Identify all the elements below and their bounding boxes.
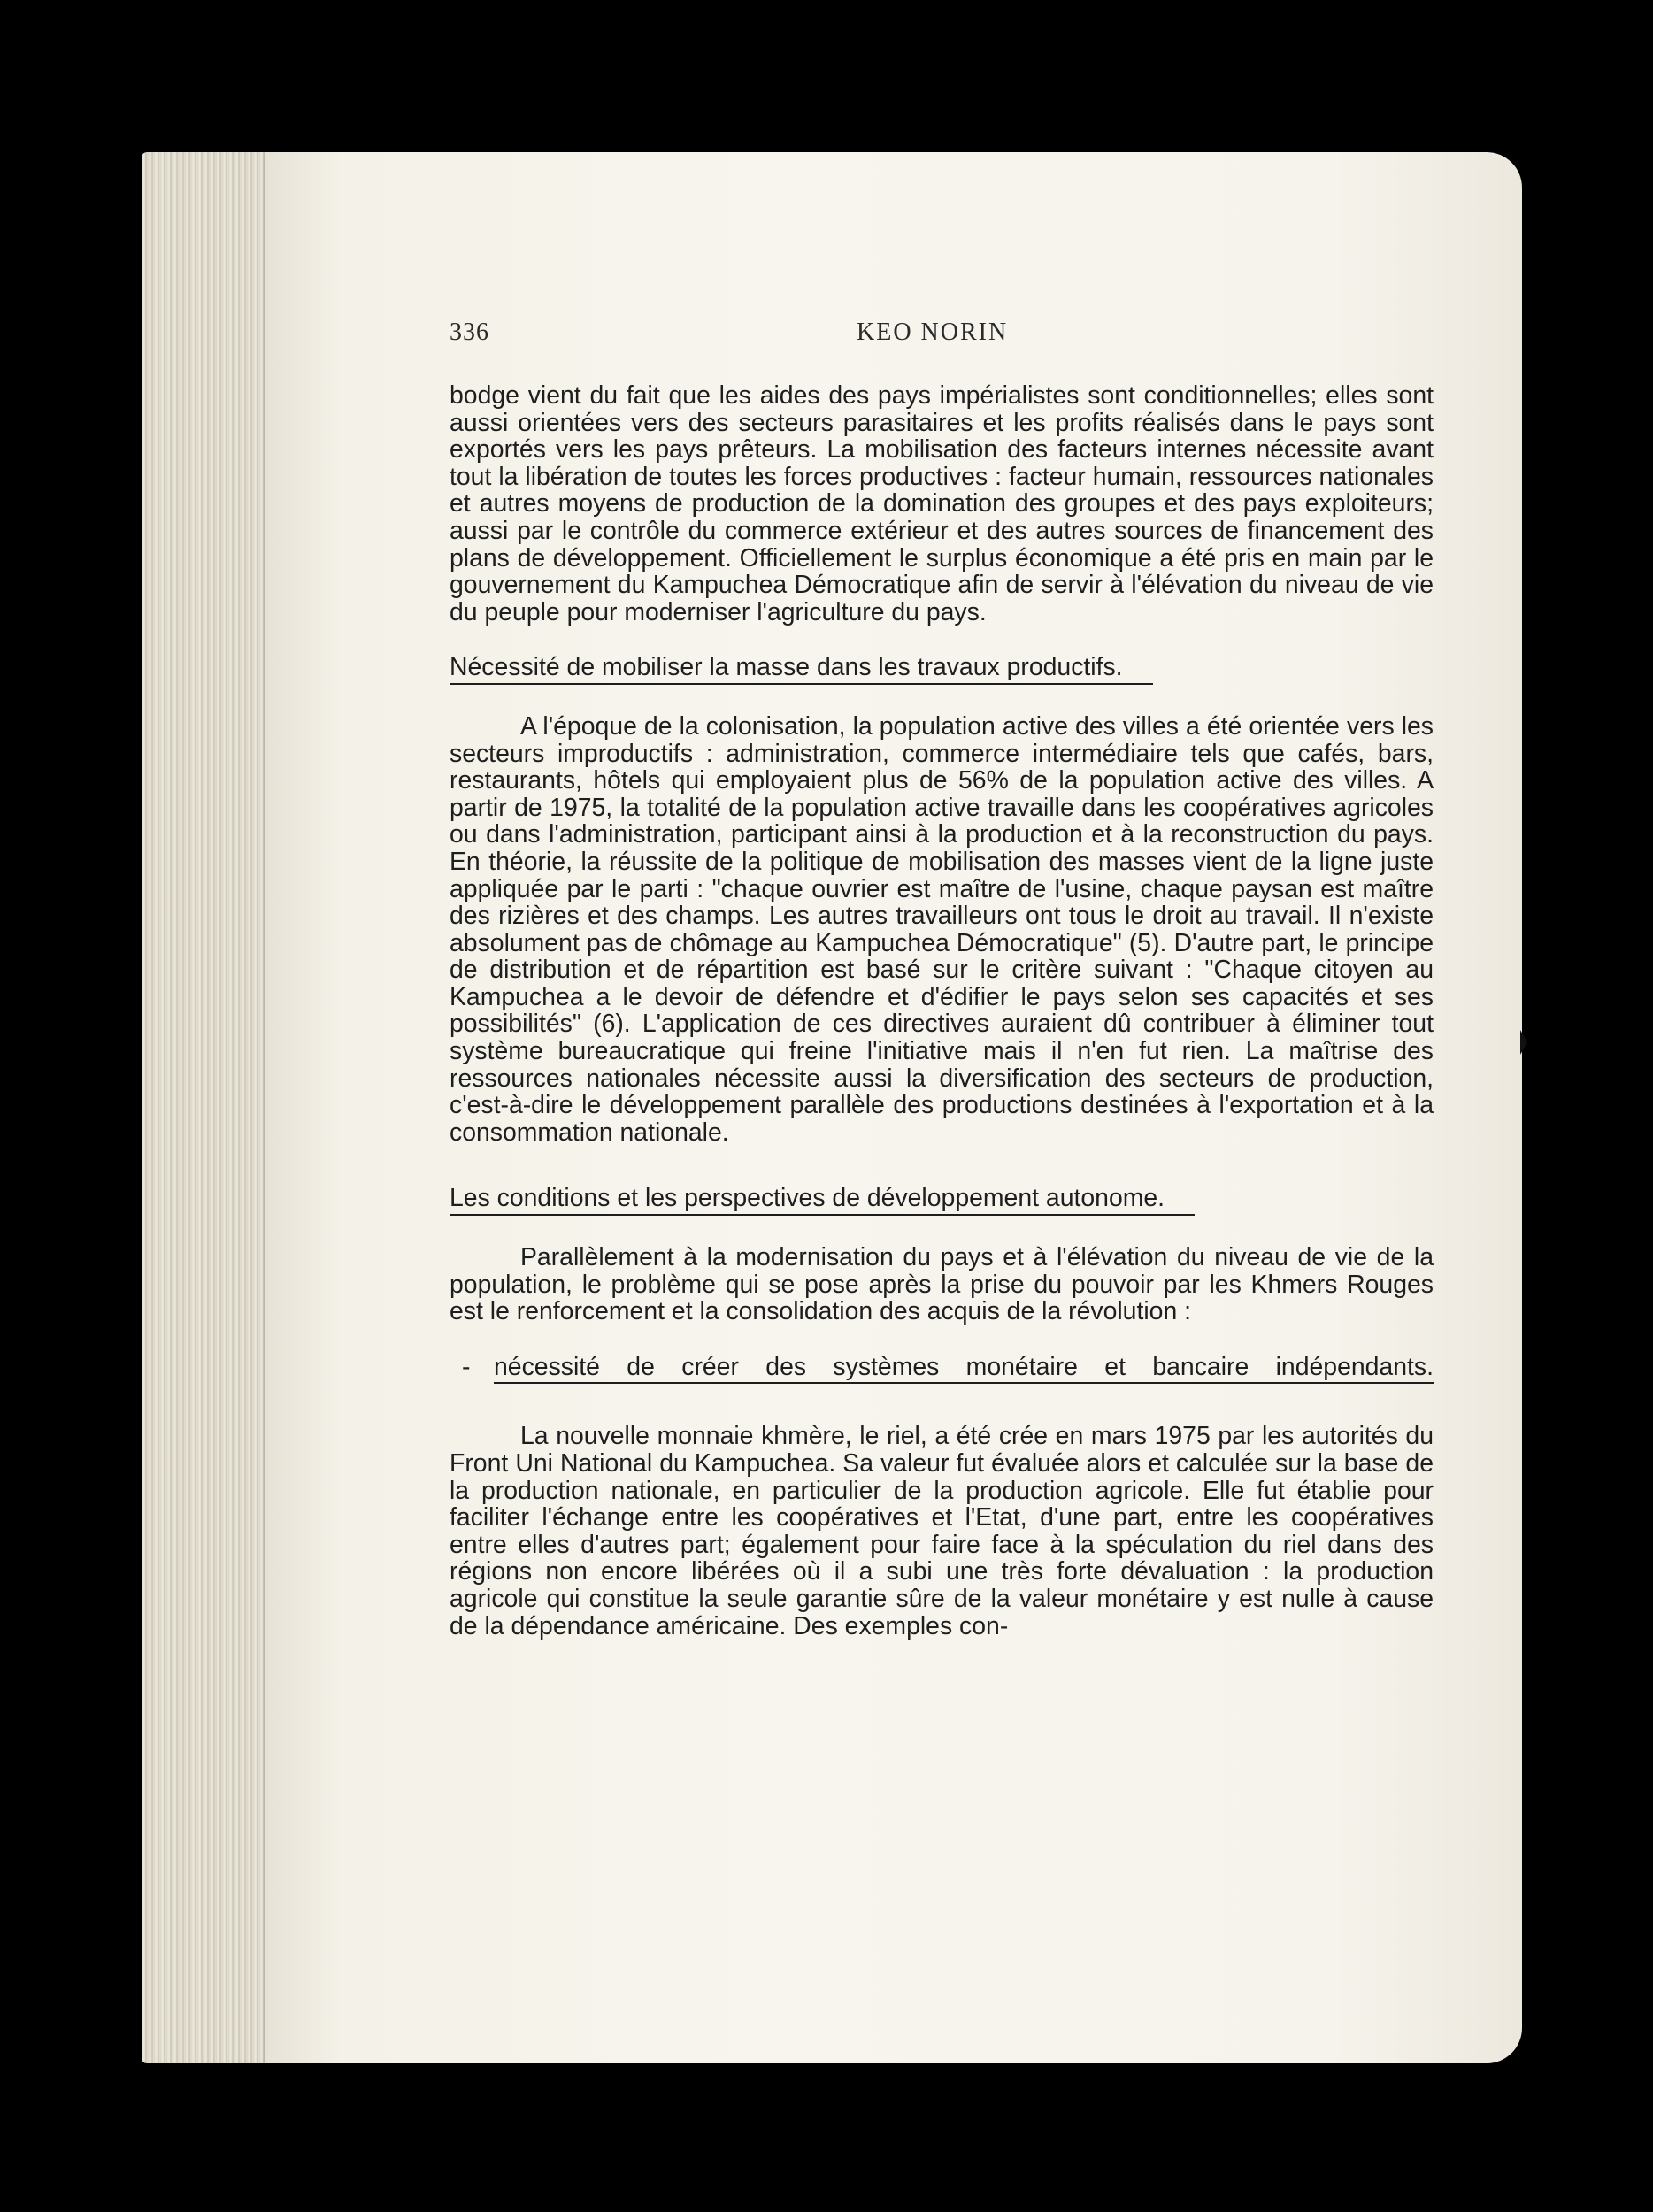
paragraph-4: La nouvelle monnaie khmère, le riel, a été crée en mars 1975 par les autorités du Front Uni National du Kampuchea. Sa valeur fut évaluée alors et calculée sur la base de la production nationale, en particulier de la production agricole. Elle fut établie pour faciliter l'échange entre les coopératives et l'Etat, d'une part, entre les coopératives entre elles d'autres part; également pour faire face à la spéculation du riel dans des régions non encore libérées où il a subi une très forte dévaluation : la production agricole qui constitue la seule garantie sûre de la valeur monétaire y est nulle à cause de la dépendance américaine. Des exemples con-: [450, 1422, 1434, 1640]
paragraph-3: Parallèlement à la modernisation du pays et à l'élévation du niveau de vie de la population, le problème qui se pose après la prise du pouvoir par les Khmers Rouges est le renforcement et la consolidation des acquis de la révolution :: [450, 1243, 1434, 1326]
paragraph-2: A l'époque de la colonisation, la population active des villes a été orientée vers les secteurs improductifs : administration, commerce intermédiaire tels que cafés, bars, restaurants, hôtels qui employaient plus de 56% de la population active des villes. A partir de 1975, la totalité de la population active travaille dans les coopératives agricoles ou dans l'administration, participant ainsi à la production et à la reconstruction du pays. En théorie, la réussite de la politique de mobilisation des masses vient de la ligne juste appliquée par le parti : "chaque ouvrier est maître de l'usine, chaque paysan est maître des rizières et des champs. Les autres travailleurs ont tous le droit au travail. Il n'existe absolument pas de chômage au Kampuchea Démocratique" (5). D'autre part, le principe de distribution et de répartition est basé sur le critère suivant : "Chaque citoyen au Kampuchea a le devoir de défendre et d'édifier le pays selon ses capacités et ses possibilités" (6). L'application de ces directives auraient dû contribuer à éliminer tout système bureaucratique qui freine l'initiative mais il n'en fut rien. La maîtrise des ressources nationales nécessite aussi la diversification des secteurs de production, c'est-à-dire le développement parallèle des productions destinées à l'exportation et à la consommation nationale.: [450, 711, 1434, 1147]
spacer: [450, 1384, 1434, 1423]
page-header: [450, 319, 1441, 354]
bullet-item: [462, 1354, 1434, 1385]
bullet-dash: -: [462, 1352, 471, 1381]
spacer: [450, 1216, 1434, 1244]
section-heading-2: Les conditions et les perspectives de développement autonome.: [450, 1185, 1195, 1216]
page-body: [450, 382, 1434, 1640]
spacer: [450, 1146, 1434, 1185]
paragraph-1: bodge vient du fait que les aides des pays impérialistes sont conditionnelles; elles sont aussi orientées vers des secteurs parasitaires et les profits réalisés dans le pays sont exportés vers les pays prêteurs. La mobilisation des facteurs internes nécessite avant tout la libération de toutes les forces productives : facteur humain, ressources nationales et autres moyens de production de la domination des groupes et des pays exploiteurs; aussi par le contrôle du commerce extérieur et des autres sources de financement des plans de développement. Officiellement le surplus économique a été pris en main par le gouvernement du Kampuchea Démocratique afin de servir à l'élévation du niveau de vie du peuple pour moderniser l'agriculture du pays.: [450, 381, 1434, 626]
page-number: 336: [450, 319, 489, 346]
bullet-text: nécessité de créer des systèmes monétaire et bancaire indépendants.: [494, 1354, 1434, 1385]
page-edge-stack: [142, 152, 283, 2063]
spacer: [450, 685, 1434, 713]
page-edge-marker: [1520, 1030, 1527, 1055]
running-head: KEO NORIN: [857, 319, 1009, 346]
section-heading-1: Nécessité de mobiliser la masse dans les travaux productifs.: [450, 654, 1153, 685]
spacer: [450, 1325, 1434, 1354]
spacer: [450, 626, 1434, 654]
